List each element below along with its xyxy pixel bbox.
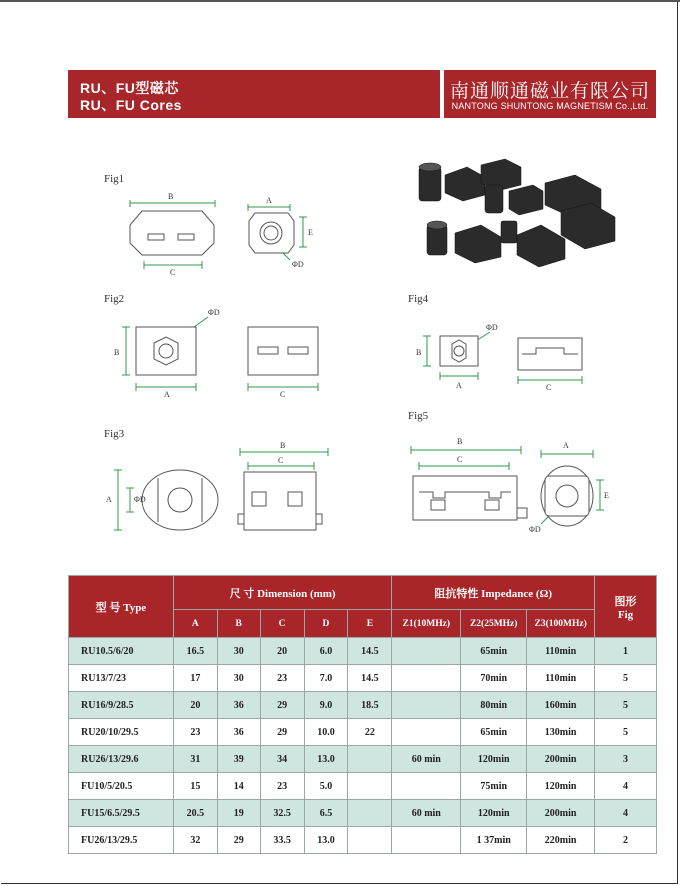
col-z2: Z2(25MHz)	[461, 610, 527, 638]
cell-e: 14.5	[348, 638, 392, 665]
cell-type: RU13/7/23	[69, 665, 174, 692]
cell-d: 13.0	[304, 827, 348, 854]
table-row	[69, 746, 657, 773]
col-z3: Z3(100MHz)	[527, 610, 595, 638]
cell-z1: 60 min	[392, 746, 461, 773]
fig3-dim-c: C	[278, 456, 284, 465]
table-row	[69, 638, 657, 665]
cell-z2: 65min	[461, 638, 527, 665]
fig2-dim-b: B	[114, 348, 120, 357]
fig5-dim-b: B	[457, 437, 463, 446]
fig-header-cn: 图形	[614, 595, 637, 608]
cell-fig: 4	[595, 800, 657, 827]
cell-d: 7.0	[304, 665, 348, 692]
table-row	[69, 692, 657, 719]
cell-type: FU15/6.5/29.5	[69, 800, 174, 827]
cell-z3: 120min	[527, 773, 595, 800]
cell-z2: 120min	[461, 800, 527, 827]
table-row	[69, 719, 657, 746]
col-b: B	[217, 610, 260, 638]
cell-a: 15	[173, 773, 217, 800]
cell-fig: 4	[595, 773, 657, 800]
fig3-dim-d: ΦD	[134, 495, 146, 504]
table-row	[69, 665, 657, 692]
cell-d: 13.0	[304, 746, 348, 773]
cell-type: RU16/9/28.5	[69, 692, 174, 719]
cell-c: 23	[260, 773, 304, 800]
col-c: C	[260, 610, 304, 638]
spec-table	[68, 575, 657, 854]
fig5-drawing	[405, 432, 630, 542]
cell-b: 39	[217, 746, 260, 773]
cell-z3: 160min	[527, 692, 595, 719]
fig1-dim-d: ΦD	[292, 260, 304, 269]
cell-b: 36	[217, 719, 260, 746]
cell-z3: 130min	[527, 719, 595, 746]
cell-fig: 2	[595, 827, 657, 854]
col-a: A	[173, 610, 217, 638]
cell-c: 29	[260, 692, 304, 719]
cell-e	[348, 800, 392, 827]
fig5-dim-d: ΦD	[529, 525, 541, 534]
cell-z1	[392, 665, 461, 692]
fig-header-en: Fig	[617, 608, 634, 621]
fig2-dim-c: C	[280, 390, 286, 399]
title-en: RU、FU Cores	[80, 97, 182, 113]
cores-photo	[405, 155, 627, 273]
cell-z1	[392, 638, 461, 665]
cell-z3: 110min	[527, 665, 595, 692]
cell-c: 20	[260, 638, 304, 665]
cell-z2: 75min	[461, 773, 527, 800]
cell-d: 9.0	[304, 692, 348, 719]
cell-c: 29	[260, 719, 304, 746]
title-banner	[68, 70, 440, 118]
cell-z1: 60 min	[392, 800, 461, 827]
fig4-drawing	[410, 310, 600, 400]
cell-z1	[392, 692, 461, 719]
cell-fig: 5	[595, 692, 657, 719]
fig4-dim-d: ΦD	[486, 323, 498, 332]
spec-table-body	[69, 638, 657, 854]
cell-c: 23	[260, 665, 304, 692]
cell-b: 14	[217, 773, 260, 800]
cell-fig: 5	[595, 665, 657, 692]
cell-type: RU26/13/29.6	[69, 746, 174, 773]
cell-z1	[392, 827, 461, 854]
cell-z2: 70min	[461, 665, 527, 692]
fig2-label: Fig2	[104, 293, 125, 305]
fig2-drawing	[108, 305, 338, 405]
cell-c: 33.5	[260, 827, 304, 854]
cell-z2: 65min	[461, 719, 527, 746]
fig1-dim-a: A	[266, 196, 272, 205]
fig4-dim-a: A	[456, 381, 462, 390]
cell-z1	[392, 719, 461, 746]
fig5-dim-e: E	[604, 491, 609, 500]
table-row	[69, 773, 657, 800]
fig4-dim-b: B	[416, 348, 422, 357]
col-z1: Z1(10MHz)	[392, 610, 461, 638]
cell-b: 30	[217, 665, 260, 692]
cell-z3: 200min	[527, 800, 595, 827]
impedance-header: 阻抗特性 Impedance (Ω)	[392, 576, 595, 610]
cell-a: 20.5	[173, 800, 217, 827]
company-name-cn: 南通顺通磁业有限公司	[449, 81, 650, 102]
cell-b: 36	[217, 692, 260, 719]
fig3-drawing	[100, 440, 340, 545]
fig5-label: Fig5	[408, 410, 429, 422]
cell-z3: 220min	[527, 827, 595, 854]
company-banner	[444, 70, 656, 118]
cell-e: 18.5	[348, 692, 392, 719]
cell-type: RU20/10/29.5	[69, 719, 174, 746]
cell-e: 14.5	[348, 665, 392, 692]
cell-z3: 110min	[527, 638, 595, 665]
table-row	[69, 827, 657, 854]
cell-a: 20	[173, 692, 217, 719]
cell-z2: 1 37min	[461, 827, 527, 854]
cell-type: RU10.5/6/20	[69, 638, 174, 665]
table-row	[69, 800, 657, 827]
fig-header	[595, 576, 657, 638]
fig2-dim-a: A	[164, 390, 170, 399]
cell-type: FU10/5/20.5	[69, 773, 174, 800]
cell-z1	[392, 773, 461, 800]
type-header: 型 号 Type	[69, 576, 174, 638]
cell-a: 23	[173, 719, 217, 746]
cell-e	[348, 746, 392, 773]
fig1-drawing	[120, 185, 320, 285]
company-name-en: NANTONG SHUNTONG MAGNETISM Co.,Ltd.	[451, 101, 649, 111]
fig4-dim-c: C	[546, 383, 552, 392]
fig1-dim-c: C	[170, 268, 176, 277]
cell-z3: 200min	[527, 746, 595, 773]
fig5-dim-c: C	[457, 455, 463, 464]
cell-a: 17	[173, 665, 217, 692]
fig3-dim-b: B	[280, 441, 286, 450]
cell-b: 19	[217, 800, 260, 827]
cell-d: 5.0	[304, 773, 348, 800]
cell-e	[348, 773, 392, 800]
cell-a: 31	[173, 746, 217, 773]
fig3-label: Fig3	[104, 428, 125, 440]
cell-fig: 1	[595, 638, 657, 665]
cell-b: 30	[217, 638, 260, 665]
fig5-dim-a: A	[563, 441, 569, 450]
cell-b: 29	[217, 827, 260, 854]
cell-z2: 120min	[461, 746, 527, 773]
fig1-label: Fig1	[104, 173, 125, 185]
cell-d: 10.0	[304, 719, 348, 746]
cell-a: 32	[173, 827, 217, 854]
fig4-label: Fig4	[408, 293, 429, 305]
fig1-dim-e: E	[308, 228, 313, 237]
cell-fig: 5	[595, 719, 657, 746]
cell-fig: 3	[595, 746, 657, 773]
cell-d: 6.0	[304, 638, 348, 665]
cell-z2: 80min	[461, 692, 527, 719]
fig1-dim-b: B	[168, 192, 174, 201]
cell-d: 6.5	[304, 800, 348, 827]
fig3-dim-a: A	[106, 495, 112, 504]
col-d: D	[304, 610, 348, 638]
col-e: E	[348, 610, 392, 638]
cell-c: 32.5	[260, 800, 304, 827]
cell-c: 34	[260, 746, 304, 773]
cell-e	[348, 827, 392, 854]
cell-type: FU26/13/29.5	[69, 827, 174, 854]
cell-a: 16.5	[173, 638, 217, 665]
title-cn: RU、FU型磁芯	[80, 80, 179, 96]
fig2-dim-d: ΦD	[208, 308, 220, 317]
dimension-header: 尺 寸 Dimension (mm)	[173, 576, 391, 610]
cell-e: 22	[348, 719, 392, 746]
